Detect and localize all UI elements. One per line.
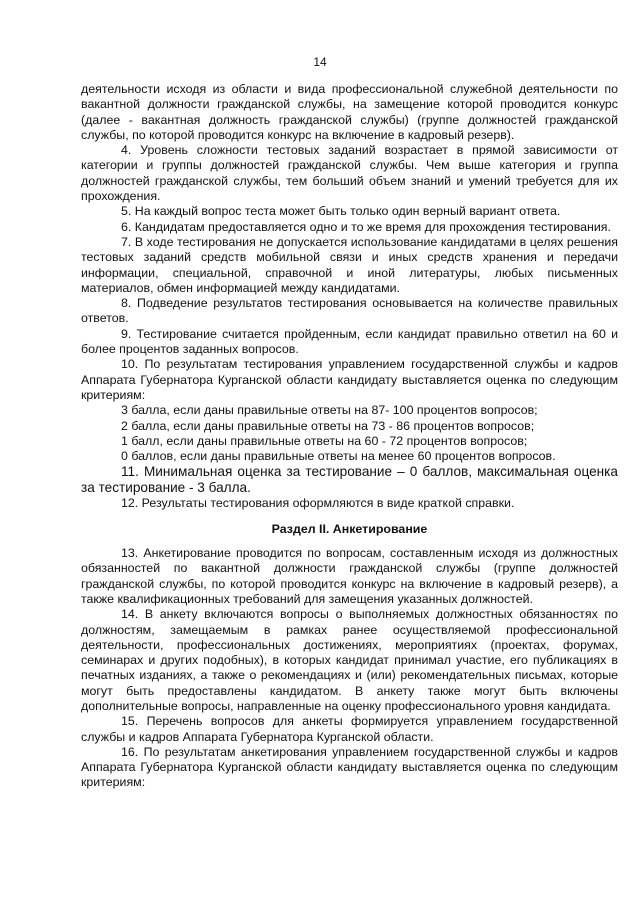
paragraph-7: 7. В ходе тестирования не допускается использование кандидатами в целях решения тестовых заданий средств мобильной связи и иных средств хранения и передачи информации, специальной, справочной и иной литературы, любых письменных материалов, обмен информацией между кандидатами. [81,234,618,295]
paragraph-6: 6. Кандидатам предоставляется одно и то же время для прохождения тестирования. [121,219,611,234]
criteria-item-2-points: 2 балла, если даны правильные ответы на 73 - 86 процентов вопросов; [121,418,535,433]
page-number: 14 [313,55,327,69]
paragraph-4: 4. Уровень сложности тестовых заданий возрастает в прямой зависимости от категории и группы должностей гражданской службы. Чем выше категория и группа должностей гражданской службы, тем больший объем знаний и умений требуется для их прохождения. [81,143,618,204]
section-heading: Раздел II. Анкетирование [271,521,428,536]
paragraph-5: 5. На каждый вопрос теста может быть только один верный вариант ответа. [121,204,561,219]
document-body [81,82,618,791]
paragraph-8: 8. Подведение результатов тестирования основывается на количестве правильных ответов. [81,296,618,326]
paragraph-11: 11. Минимальная оценка за тестирование – 0 баллов, максимальная оценка за тестирование - 3 балла. [81,464,618,496]
criteria-item-0-points: 0 баллов, если даны правильные ответы на менее 60 процентов вопросов. [121,449,556,464]
criteria-item-1-point: 1 балл, если даны правильные ответы на 60 - 72 процентов вопросов; [121,433,528,448]
paragraph-13: 13. Анкетирование проводится по вопросам, составленным исходя из должностных обязанностей по вакантной должности гражданской службы (группе должностей гражданской службы, по которой проводится конкурс на включение в кадровый резерв), а также квалификационных требований для замещения указанных должностей. [81,546,618,606]
paragraph-12: 12. Результаты тестирования оформляются в виде краткой справки. [121,496,515,511]
paragraph-9: 9. Тестирование считается пройденным, если кандидат правильно ответил на 60 и более процентов заданных вопросов. [81,326,618,357]
paragraph-15: 15. Перечень вопросов для анкеты формируется управлением государственной службы и кадров Аппарата Губернатора Курганской области. [81,714,618,744]
criteria-item-3-points: 3 балла, если даны правильные ответы на 87- 100 процентов вопросов; [121,403,538,418]
paragraph-14: 14. В анкету включаются вопросы о выполняемых должностных обязанностях по должностям, замещаемым в рамках ранее осуществляемой профессиональной деятельности, профессиональных достижениях, мероприятиях (проектах, форумах, семинарах и других подобных), в которых кандидат принимал участие, его публикациях в печатных изданиях, а также о рекомендациях и (или) рекомендательных письмах, которые могут быть предоставлены кандидатом. В анкету также могут быть включены дополнительные вопросы, направленные на оценку профессионального уровня кандидата. [81,607,618,713]
paragraph-10: 10. По результатам тестирования управлением государственной службы и кадров Аппарата Губернатора Курганской области кандидату выставляется оценка по следующим критериям: [81,357,618,402]
paragraph-continuation: деятельности исходя из области и вида профессиональной служебной деятельности по вакантной должности гражданской службы, на замещение которой проводится конкурс (далее - вакантная должность гражданской службы) (группе должностей гражданской службы, по которой проводится конкурс на включение в кадровый резерв). [81,82,618,142]
paragraph-16: 16. По результатам анкетирования управлением государственной службы и кадров Аппарата Губернатора Курганской области кандидату выставляется оценка по следующим критериям: [81,744,618,790]
